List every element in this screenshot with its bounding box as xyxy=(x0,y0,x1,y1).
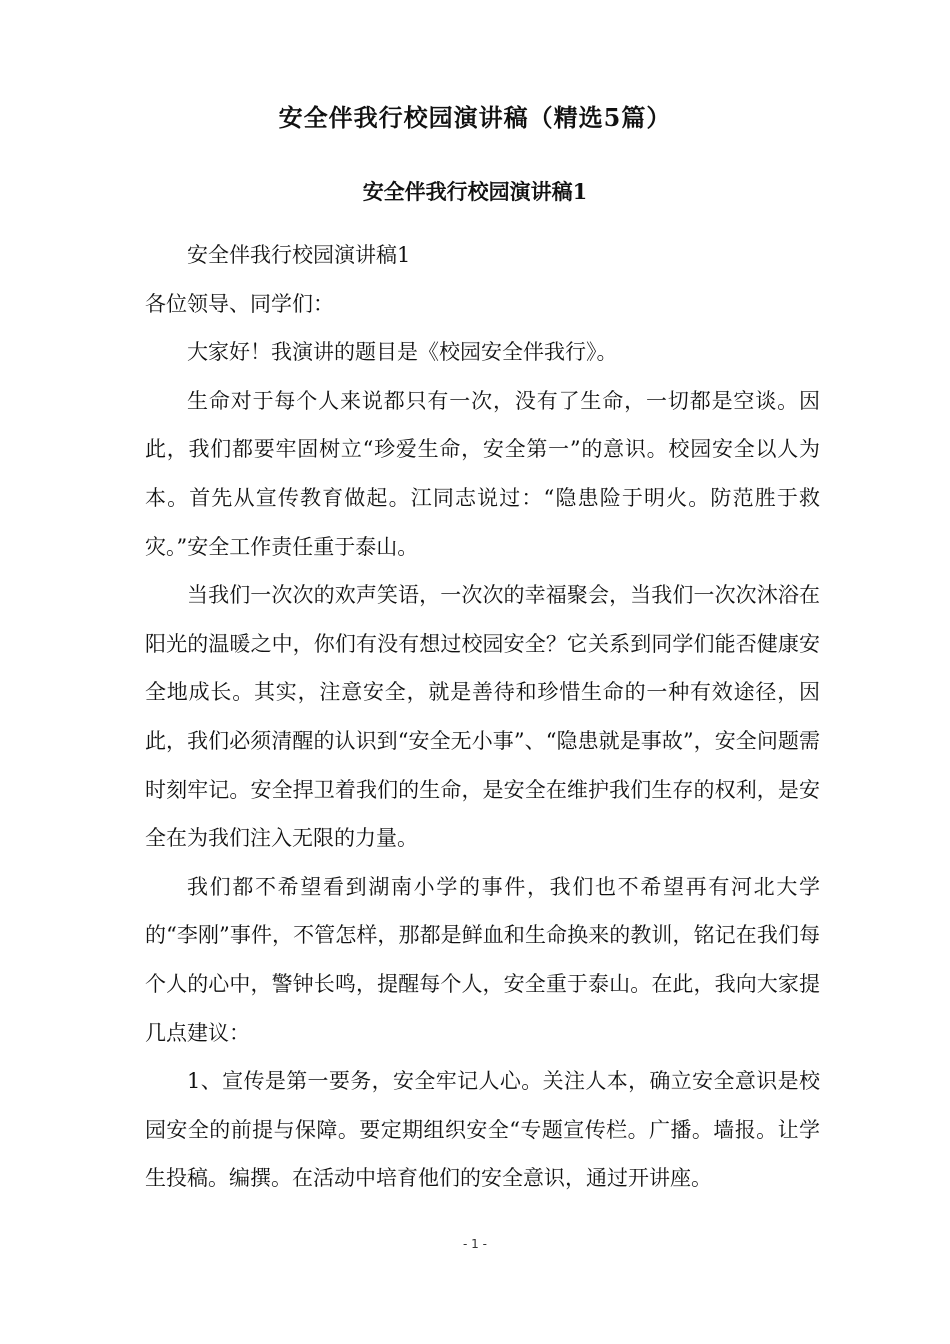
paragraph: 我们都不希望看到湖南小学的事件，我们也不希望再有河北大学的“李刚”事件，不管怎样，那都是鲜血和生命换来的教训，铭记在我们每个人的心中，警钟长鸣，提醒每个人，安全重于泰山。在此，我向大家提几点建议： xyxy=(145,874,820,1045)
document-title: 安全伴我行校园演讲稿（精选5篇） xyxy=(278,103,672,132)
paragraph-salutation: 各位领导、同学们： xyxy=(145,291,334,316)
paragraph-heading: 安全伴我行校园演讲稿1 xyxy=(187,243,411,267)
paragraph: 当我们一次次的欢声笑语，一次次的幸福聚会，当我们一次次沐浴在阳光的温暖之中，你们有没有想过校园安全？它关系到同学们能否健康安全地成长。其实，注意安全，就是善待和珍惜生命的一种有效途径，因此，我们必须清醒的认识到“安全无小事”、“隐患就是事故”，安全问题需时刻牢记。安全捍卫着我们的生命，是安全在维护我们生存的权利，是安全在为我们注入无限的力量。 xyxy=(145,583,820,851)
paragraph: 生命对于每个人来说都只有一次，没有了生命，一切都是空谈。因此，我们都要牢固树立“珍爱生命，安全第一”的意识。校园安全以人为本。首先从宣传教育做起。江同志说过：“隐患险于明火。防范胜于救灾。”安全工作责任重于泰山。 xyxy=(145,388,820,559)
section-title: 安全伴我行校园演讲稿1 xyxy=(362,179,588,204)
page-number: - 1 - xyxy=(463,1237,487,1251)
paragraph: 1、宣传是第一要务，安全牢记人心。关注人本，确立安全意识是校园安全的前提与保障。要定期组织安全“专题宣传栏。广播。墙报。让学生投稿。编撰。在活动中培育他们的安全意识，通过开讲座。 xyxy=(145,1069,820,1191)
paragraph-greeting: 大家好！我演讲的题目是《校园安全伴我行》。 xyxy=(187,340,618,365)
document-body xyxy=(145,231,820,1203)
